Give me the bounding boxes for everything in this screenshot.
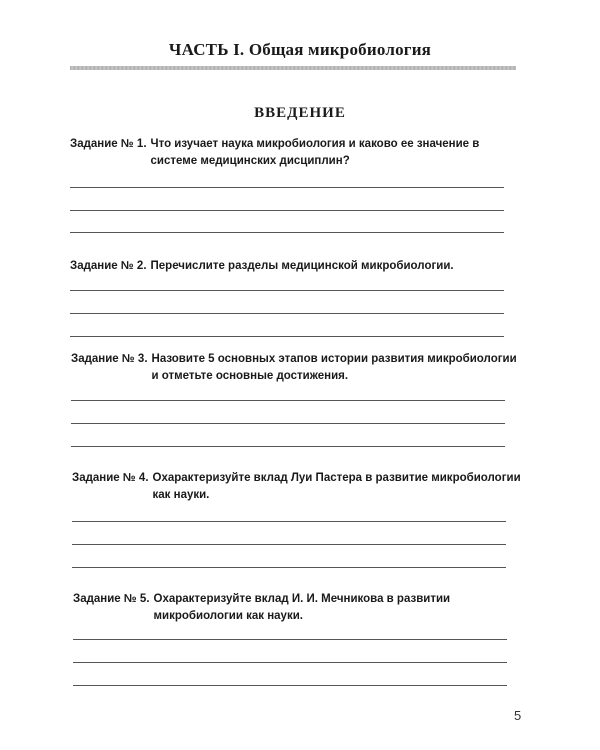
task-3-answer-line-3[interactable] [71, 446, 505, 447]
task-4-label: Задание № 4. [72, 472, 149, 484]
task-2-text: Перечислите разделы медицинской микробиологии. [150, 260, 454, 272]
section-title: ВВЕДЕНИЕ [254, 105, 346, 121]
task-4-answer-line-2[interactable] [72, 544, 506, 545]
task-5-answer-line-2[interactable] [73, 662, 507, 663]
task-5-text: Охарактеризуйте вклад И. И. Мечникова в развитии микробиологии как науки. [153, 593, 451, 622]
task-5 [73, 591, 523, 625]
task-2-answer-line-1[interactable] [70, 290, 504, 291]
task-5-answer-line-1[interactable] [73, 639, 507, 640]
task-1-answer-line-1[interactable] [70, 187, 504, 188]
task-2-answer-line-2[interactable] [70, 313, 504, 314]
task-3-answer-line-1[interactable] [71, 400, 505, 401]
task-2-answer-line-3[interactable] [70, 336, 504, 337]
task-4 [72, 470, 522, 504]
task-4-answer-line-1[interactable] [72, 521, 506, 522]
part-title: ЧАСТЬ I. Общая микробиология [168, 40, 432, 59]
task-4-answer-line-3[interactable] [72, 567, 506, 568]
task-1-text: Что изучает наука микробиология и каково ее значение в системе медицинских дисциплин? [150, 138, 480, 167]
task-3-text: Назовите 5 основных этапов истории развития микробиологии и отметьте основные достижения. [151, 353, 517, 382]
task-5-answer-line-3[interactable] [73, 685, 507, 686]
task-2 [70, 258, 520, 275]
task-1-answer-line-3[interactable] [70, 232, 504, 233]
header-divider [70, 66, 516, 70]
task-1-label: Задание № 1. [70, 138, 147, 150]
task-1-answer-line-2[interactable] [70, 210, 504, 211]
task-3 [71, 351, 521, 385]
task-1 [70, 136, 520, 170]
task-4-text: Охарактеризуйте вклад Луи Пастера в развитие микробиологии как науки. [152, 472, 521, 501]
page-number: 5 [514, 708, 522, 723]
task-3-label: Задание № 3. [71, 353, 148, 365]
task-3-answer-line-2[interactable] [71, 423, 505, 424]
task-5-label: Задание № 5. [73, 593, 150, 605]
task-2-label: Задание № 2. [70, 260, 147, 272]
